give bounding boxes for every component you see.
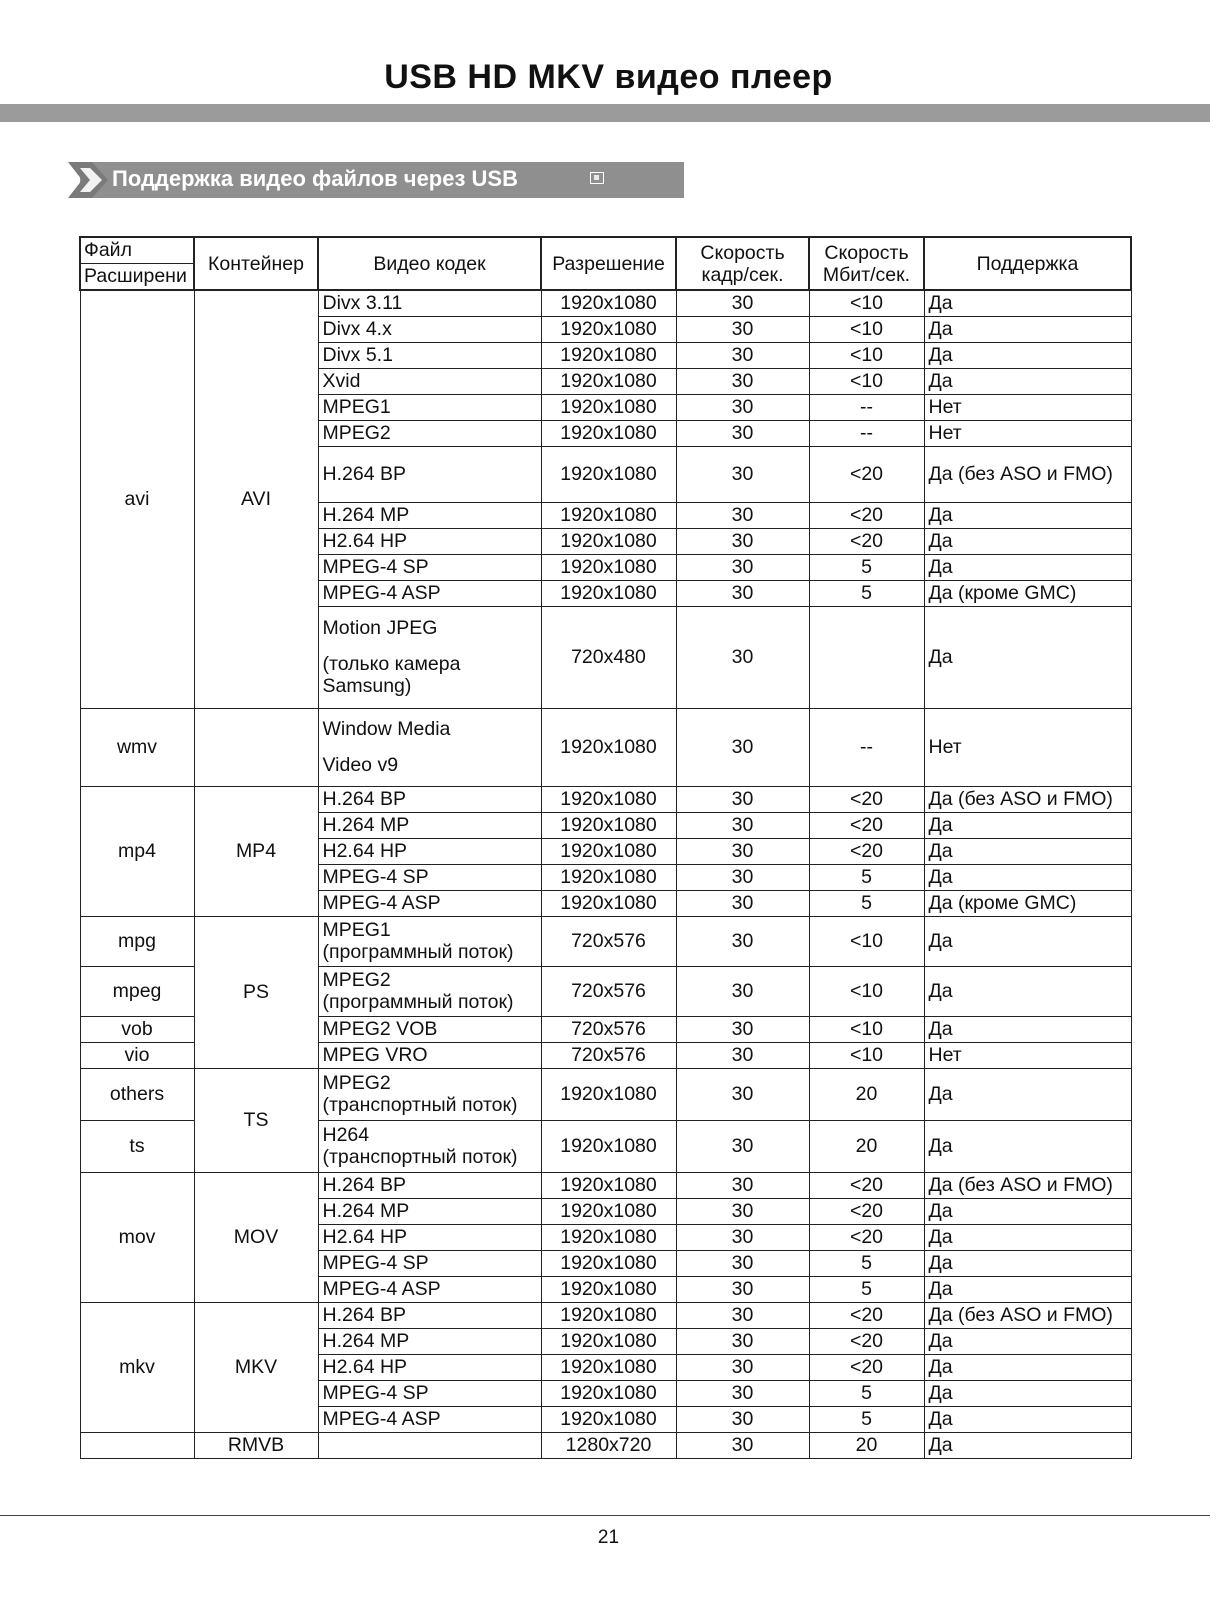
support-cell: Да xyxy=(924,290,1131,316)
bitrate-cell: 5 xyxy=(809,554,924,580)
support-cell: Да xyxy=(924,838,1131,864)
codec-name: H.264 BP xyxy=(322,463,406,485)
bitrate-cell: <20 xyxy=(809,446,924,502)
fps-cell: 30 xyxy=(676,290,809,316)
support-cell: Да xyxy=(924,1068,1131,1120)
header-fps: Скорость кадр/сек. xyxy=(676,237,809,290)
support-cell: Да xyxy=(924,1354,1131,1380)
codec-cell xyxy=(318,394,541,420)
fps-cell: 30 xyxy=(676,890,809,916)
bitrate-cell: 5 xyxy=(809,1276,924,1302)
file-ext-cell: others xyxy=(80,1068,194,1120)
codec-cell xyxy=(318,966,541,1016)
support-cell: Да xyxy=(924,554,1131,580)
codec-note: Video v9 xyxy=(322,754,399,776)
fps-cell: 30 xyxy=(676,446,809,502)
codec-cell xyxy=(318,1250,541,1276)
resolution-cell: 1920x1080 xyxy=(541,368,676,394)
codec-cell xyxy=(318,368,541,394)
fps-cell: 30 xyxy=(676,1172,809,1198)
resolution-cell: 1920x1080 xyxy=(541,502,676,528)
resolution-cell: 1920x1080 xyxy=(541,1328,676,1354)
support-cell: Да xyxy=(924,528,1131,554)
codec-cell xyxy=(318,786,541,812)
fps-cell: 30 xyxy=(676,1432,809,1458)
bitrate-cell: 5 xyxy=(809,1406,924,1432)
codec-name: H.264 MP xyxy=(322,504,410,526)
support-cell: Да xyxy=(924,1250,1131,1276)
resolution-cell: 1920x1080 xyxy=(541,554,676,580)
resolution-cell: 1920x1080 xyxy=(541,1198,676,1224)
resolution-cell: 1280x720 xyxy=(541,1432,676,1458)
fps-cell: 30 xyxy=(676,1250,809,1276)
support-cell: Да (без ASO и FMO) xyxy=(924,786,1131,812)
codec-note: (транспортный поток) xyxy=(322,1094,518,1116)
file-ext-cell xyxy=(80,1432,194,1458)
header-codec: Видео кодек xyxy=(318,237,541,290)
file-ext-cell: vob xyxy=(80,1016,194,1042)
codec-name: Divx 4.x xyxy=(322,318,392,340)
bitrate-cell: <10 xyxy=(809,1042,924,1068)
resolution-cell: 1920x1080 xyxy=(541,394,676,420)
bitrate-cell: -- xyxy=(809,420,924,446)
fps-cell: 30 xyxy=(676,342,809,368)
support-cell: Да (кроме GMC) xyxy=(924,580,1131,606)
resolution-cell: 1920x1080 xyxy=(541,342,676,368)
codec-cell xyxy=(318,1120,541,1172)
support-cell: Да xyxy=(924,864,1131,890)
bitrate-cell: <20 xyxy=(809,1172,924,1198)
page-number: 21 xyxy=(597,1527,620,1548)
codec-name: H264 xyxy=(322,1124,370,1146)
resolution-cell: 1920x1080 xyxy=(541,864,676,890)
codec-cell xyxy=(318,1198,541,1224)
bitrate-cell: <20 xyxy=(809,812,924,838)
video-format-table xyxy=(79,236,1132,1459)
resolution-cell: 1920x1080 xyxy=(541,838,676,864)
header-support: Поддержка xyxy=(924,237,1131,290)
support-cell: Да xyxy=(924,1224,1131,1250)
codec-cell xyxy=(318,1172,541,1198)
codec-cell xyxy=(318,554,541,580)
support-cell: Да xyxy=(924,1432,1131,1458)
codec-name: MPEG1 xyxy=(322,396,391,418)
container-cell: MP4 xyxy=(194,786,318,916)
table-header-row xyxy=(80,237,1131,290)
resolution-cell: 1920x1080 xyxy=(541,1120,676,1172)
table-row xyxy=(80,1068,1131,1120)
bitrate-cell: <10 xyxy=(809,1016,924,1042)
page-title: USB HD MKV видео плеер xyxy=(384,58,833,96)
support-cell: Да xyxy=(924,1198,1131,1224)
codec-cell xyxy=(318,528,541,554)
codec-name: MPEG-4 ASP xyxy=(322,892,441,914)
resolution-cell: 1920x1080 xyxy=(541,812,676,838)
codec-cell xyxy=(318,502,541,528)
resolution-cell: 1920x1080 xyxy=(541,1380,676,1406)
codec-name: Window Media xyxy=(322,718,451,740)
codec-name: MPEG1 xyxy=(322,919,391,941)
fps-cell: 30 xyxy=(676,916,809,966)
footer-rule xyxy=(0,1515,1210,1516)
bitrate-cell: <10 xyxy=(809,966,924,1016)
fps-cell: 30 xyxy=(676,1380,809,1406)
file-ext-cell: wmv xyxy=(80,708,194,786)
bitrate-cell: <10 xyxy=(809,916,924,966)
bitrate-cell: <20 xyxy=(809,838,924,864)
header-container: Контейнер xyxy=(194,237,318,290)
square-icon xyxy=(590,172,604,184)
codec-cell xyxy=(318,1380,541,1406)
container-cell: AVI xyxy=(194,290,318,708)
fps-cell: 30 xyxy=(676,812,809,838)
fps-cell: 30 xyxy=(676,420,809,446)
fps-cell: 30 xyxy=(676,554,809,580)
resolution-cell: 1920x1080 xyxy=(541,890,676,916)
codec-name: Divx 5.1 xyxy=(322,344,393,366)
file-ext-cell: ts xyxy=(80,1120,194,1172)
support-cell: Да xyxy=(924,1276,1131,1302)
support-cell: Да xyxy=(924,368,1131,394)
resolution-cell: 1920x1080 xyxy=(541,1354,676,1380)
table-row xyxy=(80,786,1131,812)
fps-cell: 30 xyxy=(676,1328,809,1354)
codec-name: H2.64 HP xyxy=(322,840,408,862)
fps-cell: 30 xyxy=(676,502,809,528)
file-ext-cell: mpg xyxy=(80,916,194,966)
codec-cell xyxy=(318,1042,541,1068)
resolution-cell: 1920x1080 xyxy=(541,786,676,812)
codec-note: (транспортный поток) xyxy=(322,1146,518,1168)
codec-cell xyxy=(318,420,541,446)
resolution-cell: 720x576 xyxy=(541,1042,676,1068)
table-row xyxy=(80,1432,1131,1458)
codec-cell xyxy=(318,1406,541,1432)
support-cell: Да xyxy=(924,1328,1131,1354)
table-row xyxy=(80,290,1131,316)
support-cell: Да xyxy=(924,1120,1131,1172)
bitrate-cell: <20 xyxy=(809,502,924,528)
fps-cell: 30 xyxy=(676,368,809,394)
codec-name: MPEG-4 ASP xyxy=(322,582,441,604)
bitrate-cell: <20 xyxy=(809,1302,924,1328)
codec-note: (программный поток) xyxy=(322,941,514,963)
resolution-cell: 720x576 xyxy=(541,1016,676,1042)
fps-cell: 30 xyxy=(676,1406,809,1432)
fps-cell: 30 xyxy=(676,1042,809,1068)
resolution-cell: 1920x1080 xyxy=(541,316,676,342)
table-row xyxy=(80,1172,1131,1198)
codec-cell xyxy=(318,1276,541,1302)
support-cell: Да xyxy=(924,316,1131,342)
resolution-cell: 1920x1080 xyxy=(541,1406,676,1432)
table-row xyxy=(80,1302,1131,1328)
support-cell: Да xyxy=(924,606,1131,708)
container-cell: MOV xyxy=(194,1172,318,1302)
fps-cell: 30 xyxy=(676,1198,809,1224)
support-cell: Да xyxy=(924,1380,1131,1406)
support-cell: Да xyxy=(924,916,1131,966)
bitrate-cell: 5 xyxy=(809,1380,924,1406)
container-cell: TS xyxy=(194,1068,318,1172)
support-cell: Да (без ASO и FMO) xyxy=(924,1302,1131,1328)
bitrate-cell xyxy=(809,606,924,708)
codec-cell xyxy=(318,838,541,864)
support-cell: Нет xyxy=(924,1042,1131,1068)
file-ext-cell: mov xyxy=(80,1172,194,1302)
resolution-cell: 1920x1080 xyxy=(541,580,676,606)
support-cell: Да xyxy=(924,502,1131,528)
table-body xyxy=(80,290,1131,1458)
support-cell: Да (кроме GMC) xyxy=(924,890,1131,916)
fps-cell: 30 xyxy=(676,786,809,812)
bitrate-cell: 20 xyxy=(809,1120,924,1172)
codec-name: H.264 MP xyxy=(322,1200,410,1222)
fps-cell: 30 xyxy=(676,1016,809,1042)
codec-name: MPEG2 xyxy=(322,1072,391,1094)
file-ext-cell: mp4 xyxy=(80,786,194,916)
resolution-cell: 1920x1080 xyxy=(541,290,676,316)
header-file-ext xyxy=(80,237,194,290)
resolution-cell: 1920x1080 xyxy=(541,1276,676,1302)
support-cell: Да xyxy=(924,1406,1131,1432)
codec-cell xyxy=(318,1068,541,1120)
codec-cell xyxy=(318,606,541,708)
codec-cell xyxy=(318,1302,541,1328)
codec-cell xyxy=(318,1432,541,1458)
fps-cell: 30 xyxy=(676,1302,809,1328)
fps-cell: 30 xyxy=(676,580,809,606)
bitrate-cell: 5 xyxy=(809,580,924,606)
codec-name: MPEG2 xyxy=(322,422,391,444)
bitrate-cell: 5 xyxy=(809,890,924,916)
fps-cell: 30 xyxy=(676,528,809,554)
codec-name: MPEG2 VOB xyxy=(322,1018,438,1040)
fps-cell: 30 xyxy=(676,1068,809,1120)
bitrate-cell: <10 xyxy=(809,290,924,316)
codec-name: MPEG-4 SP xyxy=(322,866,429,888)
codec-note: (программный поток) xyxy=(322,991,514,1013)
container-cell xyxy=(194,708,318,786)
resolution-cell: 1920x1080 xyxy=(541,1068,676,1120)
codec-name: MPEG-4 ASP xyxy=(322,1278,441,1300)
codec-name: MPEG VRO xyxy=(322,1044,428,1066)
arrow-icon xyxy=(68,162,112,198)
codec-name: H.264 BP xyxy=(322,788,406,810)
support-cell: Да xyxy=(924,342,1131,368)
bitrate-cell: <20 xyxy=(809,528,924,554)
fps-cell: 30 xyxy=(676,966,809,1016)
fps-cell: 30 xyxy=(676,708,809,786)
fps-cell: 30 xyxy=(676,864,809,890)
fps-cell: 30 xyxy=(676,1224,809,1250)
resolution-cell: 1920x1080 xyxy=(541,1302,676,1328)
codec-name: H2.64 HP xyxy=(322,1356,408,1378)
codec-cell xyxy=(318,290,541,316)
codec-cell xyxy=(318,812,541,838)
file-ext-cell: avi xyxy=(80,290,194,708)
fps-cell: 30 xyxy=(676,316,809,342)
bitrate-cell: -- xyxy=(809,708,924,786)
resolution-cell: 720x480 xyxy=(541,606,676,708)
bitrate-cell: <20 xyxy=(809,1224,924,1250)
fps-cell: 30 xyxy=(676,838,809,864)
bitrate-cell: -- xyxy=(809,394,924,420)
codec-name: Divx 3.11 xyxy=(322,292,403,315)
codec-cell xyxy=(318,446,541,502)
bitrate-cell: <20 xyxy=(809,1198,924,1224)
codec-cell xyxy=(318,864,541,890)
bitrate-cell: 20 xyxy=(809,1432,924,1458)
codec-cell xyxy=(318,916,541,966)
codec-name: MPEG-4 SP xyxy=(322,1382,429,1404)
bitrate-cell: <10 xyxy=(809,316,924,342)
codec-cell xyxy=(318,1328,541,1354)
bitrate-cell: 20 xyxy=(809,1068,924,1120)
resolution-cell: 1920x1080 xyxy=(541,1224,676,1250)
bitrate-cell: <10 xyxy=(809,368,924,394)
codec-cell xyxy=(318,708,541,786)
codec-cell xyxy=(318,1224,541,1250)
resolution-cell: 1920x1080 xyxy=(541,420,676,446)
codec-name: H.264 BP xyxy=(322,1304,406,1326)
resolution-cell: 1920x1080 xyxy=(541,1172,676,1198)
codec-note: (только камера Samsung) xyxy=(322,653,461,697)
codec-cell xyxy=(318,890,541,916)
bitrate-cell: <10 xyxy=(809,342,924,368)
table-row xyxy=(80,708,1131,786)
resolution-cell: 1920x1080 xyxy=(541,446,676,502)
resolution-cell: 720x576 xyxy=(541,966,676,1016)
fps-cell: 30 xyxy=(676,1120,809,1172)
codec-name: H.264 MP xyxy=(322,814,410,836)
support-cell: Нет xyxy=(924,394,1131,420)
codec-cell xyxy=(318,342,541,368)
resolution-cell: 1920x1080 xyxy=(541,1250,676,1276)
codec-name: H2.64 HP xyxy=(322,1226,408,1248)
bitrate-cell: 5 xyxy=(809,1250,924,1276)
header-ext-label: Расширени xyxy=(84,265,187,287)
container-cell: MKV xyxy=(194,1302,318,1432)
support-cell: Да xyxy=(924,1016,1131,1042)
bitrate-cell: <20 xyxy=(809,1328,924,1354)
codec-cell xyxy=(318,316,541,342)
resolution-cell: 1920x1080 xyxy=(541,528,676,554)
header-bitrate: Скорость Мбит/сек. xyxy=(809,237,924,290)
resolution-cell: 720x576 xyxy=(541,916,676,966)
codec-name: H2.64 HP xyxy=(322,530,408,552)
support-cell: Да xyxy=(924,966,1131,1016)
codec-name: Xvid xyxy=(322,370,361,392)
codec-cell xyxy=(318,1016,541,1042)
fps-cell: 30 xyxy=(676,606,809,708)
fps-cell: 30 xyxy=(676,1276,809,1302)
container-cell: PS xyxy=(194,916,318,1068)
bitrate-cell: 5 xyxy=(809,864,924,890)
bitrate-cell: <20 xyxy=(809,1354,924,1380)
fps-cell: 30 xyxy=(676,1354,809,1380)
container-cell: RMVB xyxy=(194,1432,318,1458)
codec-name: MPEG2 xyxy=(322,969,391,991)
file-ext-cell: vio xyxy=(80,1042,194,1068)
codec-cell xyxy=(318,580,541,606)
table-row xyxy=(80,916,1131,966)
file-ext-cell: mkv xyxy=(80,1302,194,1432)
header-resolution: Разрешение xyxy=(541,237,676,290)
section-title: Поддержка видео файлов через USB xyxy=(112,166,518,191)
bitrate-cell: <20 xyxy=(809,786,924,812)
codec-cell xyxy=(318,1354,541,1380)
codec-name: MPEG-4 SP xyxy=(322,1252,429,1274)
resolution-cell: 1920x1080 xyxy=(541,708,676,786)
title-underline-bar xyxy=(0,104,1210,122)
codec-name: MPEG-4 SP xyxy=(322,556,429,578)
codec-name: MPEG-4 ASP xyxy=(322,1408,441,1430)
codec-name: Motion JPEG xyxy=(322,617,438,639)
codec-name: H.264 BP xyxy=(322,1174,406,1196)
file-ext-cell: mpeg xyxy=(80,966,194,1016)
codec-name: H.264 MP xyxy=(322,1330,410,1352)
support-cell: Нет xyxy=(924,420,1131,446)
fps-cell: 30 xyxy=(676,394,809,420)
support-cell: Да (без ASO и FMO) xyxy=(924,446,1131,502)
support-cell: Нет xyxy=(924,708,1131,786)
support-cell: Да xyxy=(924,812,1131,838)
header-file-label: Файл xyxy=(81,238,193,264)
support-cell: Да (без ASO и FMO) xyxy=(924,1172,1131,1198)
